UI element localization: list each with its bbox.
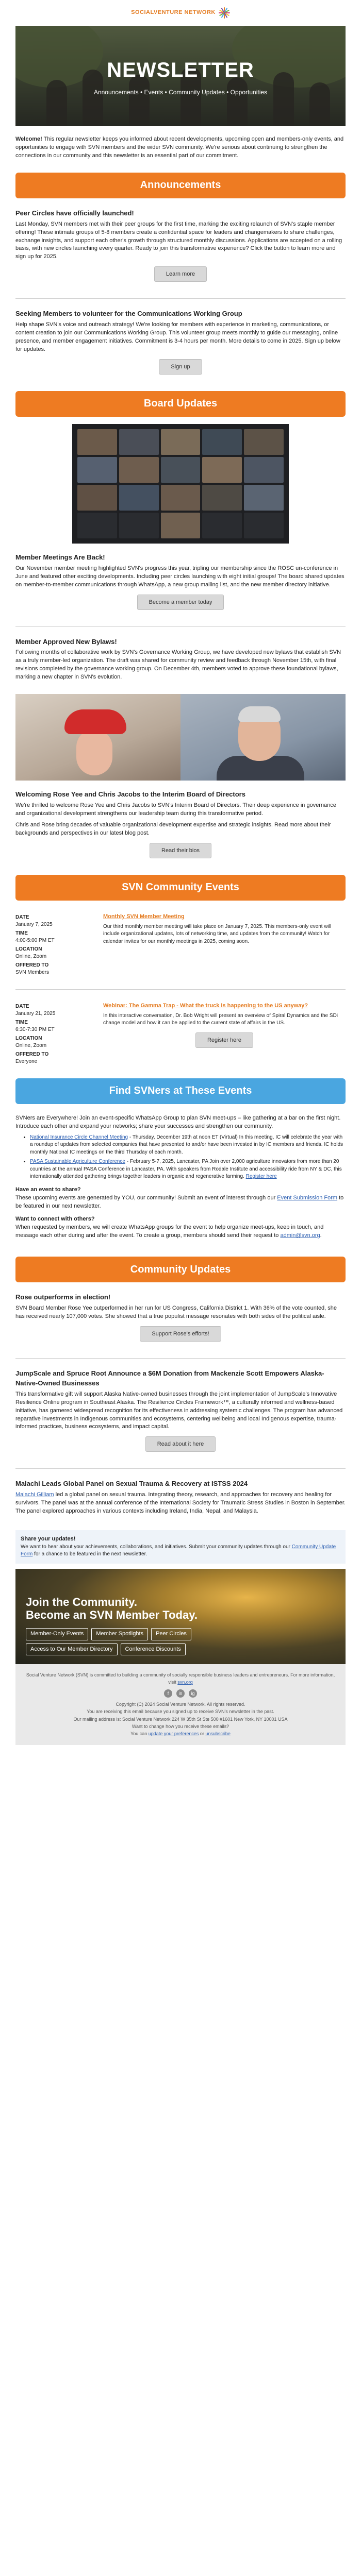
intro-bold: Welcome!	[15, 136, 42, 142]
portrait-rose-yee	[15, 694, 180, 781]
section-community-events	[15, 875, 346, 901]
text: You can	[130, 1731, 149, 1737]
event-title-link[interactable]: Monthly SVN Member Meeting	[103, 913, 185, 920]
article-body: SVN Board Member Rose Yee outperformed in her run for US Congress, California District 1. With 36% of the vote counted, she has received nearly 107,000 votes. She showed that a true populist message resonates with both sides of the political aisle.	[15, 1305, 337, 1320]
article-body: This transformative gift will support Alaska Native-owned businesses through the joint implementation of JumpScale's Innovative Resilience Online program in Southeast Alaska. The Resilience Circles Framework™, a culturally informed and wellness-based initiative, has garnered widespread recognition for its effectiveness in addressing systemic challenges. The program has advanced reparative investments in Indigenous communities and ecosystems, centering wellbeing and local Indigenous expertise, trauma-informed practices, business ecosystems, and impact capital.	[15, 1391, 343, 1430]
share-text	[21, 1544, 340, 1558]
article-body: We're thrilled to welcome Rose Yee and Chris Jacobs to SVN's Interim Board of Directors. Their deep experience in governance and organizational development strengthens our leadership team during this transformative period.	[15, 802, 336, 817]
event-date-label: DATE	[15, 1003, 29, 1009]
event-location-label: LOCATION	[15, 946, 42, 952]
member-events-link[interactable]: Member-Only Events	[26, 1628, 88, 1640]
section-title: SVN Community Events	[122, 882, 239, 893]
logo-burst-icon	[219, 7, 230, 19]
learn-more-button[interactable]: Learn more	[154, 266, 207, 282]
event-list	[30, 1134, 346, 1181]
section-title: Announcements	[140, 179, 221, 191]
event-offered-to: SVN Members	[15, 970, 50, 976]
conference-discounts-link[interactable]: Conference Discounts	[121, 1643, 186, 1656]
article-body: Our November member meeting highlighted SVN's progress this year, tripling our membership since the ROSC un-conference in June and featured other exciting developments. Including peer circles launching with eight initial groups! The board shared updates on member-to-member communications through WhatsApp, a new group mailing list, and the new member directory initiative.	[15, 565, 344, 588]
event-location-label: LOCATION	[15, 1035, 42, 1041]
find-intro: SVNers are Everywhere! Join an event-specific WhatsApp Group to plan SVN meet-ups – like gathering at a bar on the first night. Introduce each other and expand your networks; share your successes and strengthen our community.	[15, 1114, 341, 1129]
text: led a global panel on sexual trauma. Integrating theory, research, and approaches for recovery and healing for survivors. The panel was at the annual conference of the International Society for Traumatic Stress Studies in Boston in September. The panel explored approaches in various contexts including Ireland, India, Nepal, and Malaysia.	[15, 1492, 346, 1515]
update-form-link[interactable]: Community Update Form	[21, 1544, 336, 1557]
section-community-updates	[15, 1257, 346, 1282]
hero-subtitle: Announcements • Events • Community Updates • Opportunities	[93, 88, 268, 96]
malachi-link[interactable]: Malachi Gilliam	[15, 1492, 54, 1498]
text: These upcoming events are generated by YOU, our community! Submit an event of interest through our	[15, 1194, 277, 1201]
connect-heading: Want to connect with others?	[15, 1216, 95, 1223]
event-description: In this interactive conversation, Dr. Bob Wright will present an overview of Spiral Dynamics and the SDi change model and how it can be applied to the current state of affairs in the US.	[103, 1012, 338, 1026]
event-time-label: TIME	[15, 930, 28, 936]
article-jumpscale	[15, 1366, 346, 1461]
register-button[interactable]: Register here	[195, 1032, 253, 1048]
join-line-2: Become an SVN Member Today.	[26, 1608, 198, 1622]
board-portraits	[15, 694, 346, 781]
article-rose-election	[15, 1290, 346, 1351]
member-directory-link[interactable]: Access to Our Member Directory	[26, 1643, 118, 1656]
article-title: Malachi Leads Global Panel on Sexual Trauma & Recovery at ISTSS 2024	[15, 1480, 248, 1488]
find-svners-block	[15, 1111, 346, 1250]
zoom-meeting-image	[72, 424, 289, 544]
text: Social Venture Network (SVN) is committed to building a community of socially responsible business leaders and entrepreneurs. For more information, visit	[26, 1672, 335, 1685]
divider	[15, 1358, 346, 1359]
logo-bar	[15, 0, 346, 26]
event-link[interactable]: PASA Sustainable Agriculture Conference	[30, 1159, 125, 1165]
section-title: Board Updates	[143, 398, 218, 410]
text: or	[199, 1731, 206, 1737]
join-line-1: Join the Community.	[26, 1595, 137, 1608]
hero-banner	[15, 26, 346, 126]
event-webinar	[15, 997, 346, 1071]
event-offered-label: OFFERED TO	[15, 1051, 49, 1057]
peer-circles-link[interactable]: Peer Circles	[151, 1628, 191, 1640]
social-links	[26, 1689, 335, 1698]
section-find-svners	[15, 1078, 346, 1104]
footer-address: Our mailing address is: Social Venture Network 224 W 35th St Ste 500 #1601 New York, NY 10001 USA	[73, 1716, 288, 1722]
text: We want to hear about your achievements, collaborations, and initiatives. Submit your community updates through our	[21, 1544, 292, 1550]
article-body: Last Monday, SVN members met with their peer groups for the first time, marking the exciting relaunch of SVN's staple member offering! These intimate groups of 5-8 members create a confidential space for leaders and changemakers to share challenges, exchange insights, and support each other's growth through structured monthly discussions. Applications are accepted on a rolling basis, with new circles launching every quarter. Ready to join this transformative experience? Click the button to learn more and sign up for 2025.	[15, 221, 342, 260]
article-body: Following months of collaborative work by SVN's Governance Working Group, we have developed new bylaws that establish SVN as a truly member-led organization. The draft was shared for community review and feedback through November 15th, with final revisions completed by the governance working group. On December 4th, members voted to approve these foundational bylaws, marking a new chapter in SVN's evolution.	[15, 649, 341, 681]
unsubscribe-link[interactable]: unsubscribe	[205, 1731, 231, 1737]
article-title: JumpScale and Spruce Root Announce a $6M Donation from Mackenzie Scott Empowers Alaska-Native-Owned Businesses	[15, 1369, 324, 1387]
become-member-button[interactable]: Become a member today	[137, 595, 224, 610]
divider	[15, 626, 346, 627]
section-board-updates	[15, 391, 346, 417]
event-form-link[interactable]: Event Submission Form	[277, 1194, 338, 1201]
text: for a chance to be featured in the next newsletter.	[32, 1551, 147, 1557]
section-title: Community Updates	[130, 1263, 231, 1275]
divider	[15, 298, 346, 299]
event-description: Our third monthly member meeting will take place on January 7, 2025. This members-only event will include organizational updates, lots of networking time, and updates from the community! Watch for calendar invites for our monthly meetings in 2025, coming soon.	[103, 923, 332, 944]
article-body: Help shape SVN's voice and outreach strategy! We're looking for members with experience in marketing, communications, or content creation to join our Communications Working Group. This volunteer group meets monthly to guide our messaging, online presence, and member engagement initiatives. Commitment is 3-4 hours per month. More details to come in 2025. Sign up below for updates.	[15, 321, 340, 352]
event-title-link[interactable]: Webinar: The Gamma Trap - What the truck is happening to the US anyway?	[103, 1002, 308, 1009]
event-offered-label: OFFERED TO	[15, 962, 49, 968]
event-link[interactable]: National Insurance Circle Channel Meeting	[30, 1134, 128, 1140]
article-title: Rose outperforms in election!	[15, 1293, 111, 1301]
divider	[15, 1468, 346, 1469]
event-location: Online, Zoom	[15, 1043, 47, 1049]
event-offered-to: Everyone	[15, 1059, 38, 1065]
intro-body: This regular newsletter keeps you informed about recent developments, upcoming open and members-only events, and opportunities to engage with SVN members and the wider SVN community. We're serious about continuing to strengthen the connections in our community and this newsletter is an essential part of our commitment.	[15, 136, 344, 159]
join-banner	[15, 1569, 346, 1664]
article-title: Member Approved New Bylaws!	[15, 637, 117, 646]
footer-prefs	[26, 1730, 335, 1737]
sign-up-button[interactable]: Sign up	[159, 359, 202, 375]
intro-text	[15, 126, 346, 165]
update-preferences-link[interactable]: update your preferences	[148, 1731, 199, 1737]
footer-reason: You are receiving this email because you signed up to receive SVN's newsletter in the past.	[87, 1709, 274, 1715]
share-updates-box	[15, 1530, 346, 1564]
article-malachi	[15, 1476, 346, 1525]
hero-title: NEWSLETTER	[107, 58, 254, 81]
event-time: 6:30-7:30 PM ET	[15, 1027, 55, 1033]
footer-prefs-heading: Want to change how you receive these emails?	[132, 1723, 229, 1729]
share-event-text	[15, 1194, 346, 1211]
connect-text	[15, 1224, 346, 1240]
section-title: Find SVNers at These Events	[109, 1085, 252, 1097]
member-spotlights-link[interactable]: Member Spotlights	[91, 1628, 148, 1640]
linkedin-icon[interactable]: in	[176, 1689, 185, 1698]
event-date: January 7, 2025	[15, 922, 53, 928]
list-item-text: - February 5-7, 2025, Lancaster, PA Join over 2,000 agriculture innovators from more than 20 countries at the annual PASA Conference in Lancaster, PA. With speakers from Rodale Institute and accessibility ride from NY & DC, this internationally attended gathering brings together leaders in organic and regenerative farming.	[30, 1159, 342, 1180]
admin-email-link[interactable]: admin@svn.org	[280, 1232, 320, 1239]
text: to be featured in our next newsletter.	[15, 1194, 344, 1209]
list-item	[30, 1158, 346, 1181]
support-rose-button[interactable]: Support Rose's efforts!	[140, 1326, 221, 1342]
article-peer-circles	[15, 206, 346, 292]
logo-text: SOCIALVENTURE NETWORK	[131, 9, 216, 16]
article-title: Peer Circles have officially launched!	[15, 209, 134, 217]
event-date-label: DATE	[15, 914, 29, 920]
event-time: 4:00-5:00 PM ET	[15, 938, 55, 944]
event-location: Online, Zoom	[15, 954, 47, 960]
join-title	[26, 1596, 335, 1622]
read-about-button[interactable]: Read about it here	[145, 1436, 216, 1452]
divider	[15, 989, 346, 990]
website-link[interactable]: svn.org	[177, 1680, 193, 1685]
event-member-meeting	[15, 908, 346, 982]
join-links	[26, 1628, 242, 1656]
text: When requested by members, we will create WhatsApp groups for the event to help organize meet-ups, keep in touch, and message each other during and after the event. To create a group, members should send their request to	[15, 1224, 324, 1239]
event-time-label: TIME	[15, 1019, 28, 1025]
read-bios-button[interactable]: Read their bios	[150, 843, 211, 858]
text: .	[320, 1232, 322, 1239]
instagram-icon[interactable]: ig	[189, 1689, 197, 1698]
footer-copyright: Copyright (C) 2024 Social Venture Network. All rights reserved.	[116, 1701, 245, 1707]
footer-mission	[26, 1671, 335, 1686]
article-new-board	[15, 787, 346, 868]
newsletter	[15, 0, 346, 1745]
article-bylaws	[15, 634, 346, 691]
event-meta	[15, 913, 93, 977]
section-announcements	[15, 173, 346, 198]
share-title: Share your updates!	[21, 1536, 76, 1543]
list-item-text: - Thursday, December 19th at noon ET (Virtual) In this meeting, IC will celebrate the year with a roundup of updates from selected companies that have presented to and/or have been invested in by IC members and friends. IC holds monthly National IC meetings on the third Thursday of each month.	[30, 1134, 343, 1155]
footer	[15, 1664, 346, 1745]
article-comms-group	[15, 306, 346, 384]
event-meta	[15, 1002, 93, 1066]
article-body-2: Chris and Rose bring decades of valuable organizational development expertise and strategic insights. Read more about their backgrounds and perspectives in our latest blog post.	[15, 821, 331, 836]
register-link[interactable]: Register here	[245, 1174, 277, 1180]
article-title: Member Meetings Are Back!	[15, 553, 105, 561]
list-item	[30, 1134, 346, 1157]
article-body	[15, 1491, 346, 1516]
article-title: Seeking Members to volunteer for the Communications Working Group	[15, 310, 242, 318]
facebook-icon[interactable]: f	[164, 1689, 172, 1698]
event-date: January 21, 2025	[15, 1011, 56, 1017]
article-title: Welcoming Rose Yee and Chris Jacobs to the Interim Board of Directors	[15, 790, 245, 799]
share-event-heading: Have an event to share?	[15, 1186, 81, 1193]
portrait-chris-jacobs	[180, 694, 346, 781]
article-member-meetings	[15, 550, 346, 619]
